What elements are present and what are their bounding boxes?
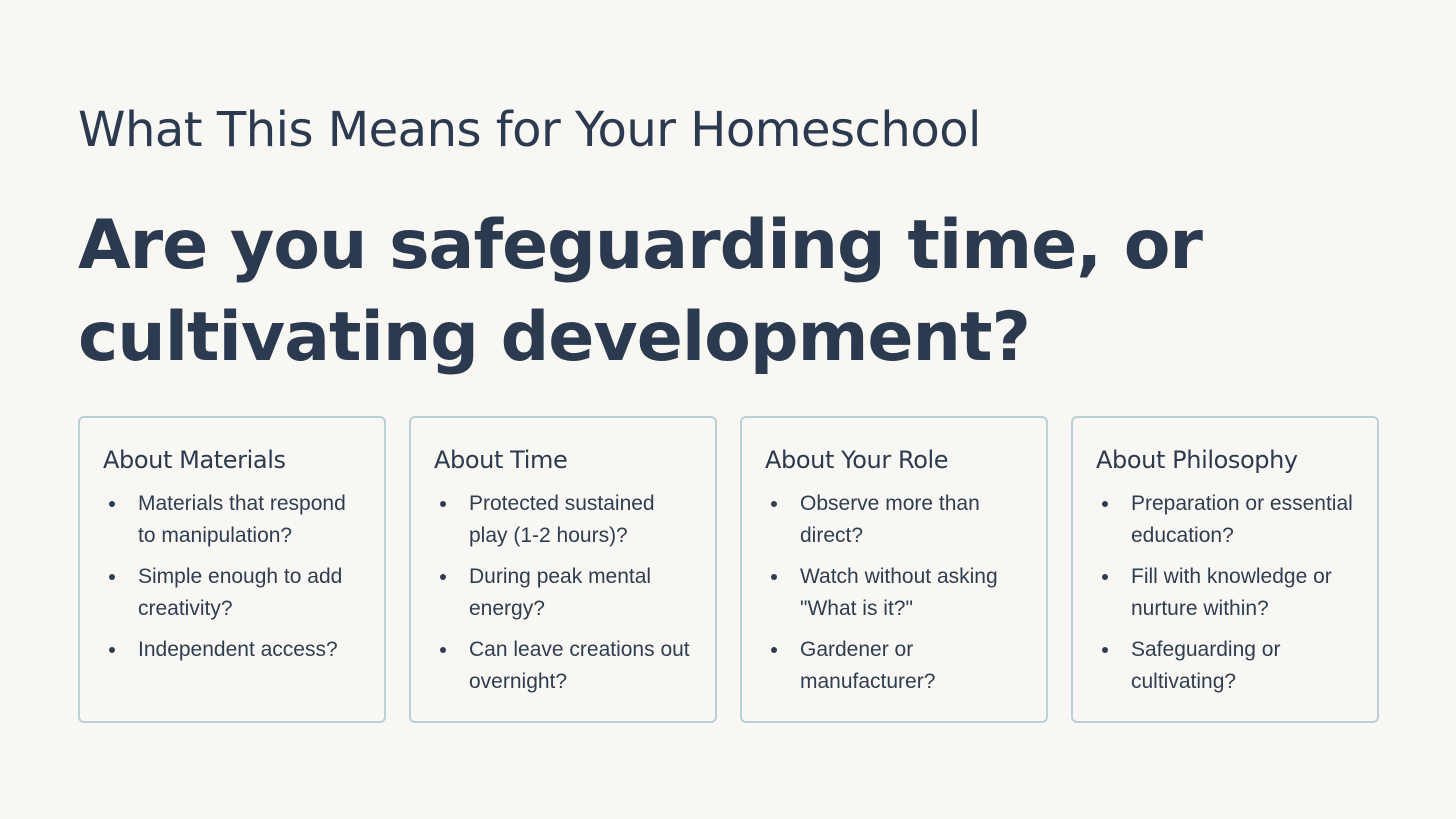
list-item — [434, 488, 693, 552]
question-list — [434, 488, 693, 698]
bullet-dot-icon — [1102, 647, 1108, 653]
card-role — [740, 416, 1048, 723]
list-item-text: Safeguarding or cultivating? — [1131, 638, 1281, 693]
list-item — [765, 488, 1024, 552]
list-item-text: Protected sustained play (1-2 hours)? — [469, 492, 655, 547]
bullet-dot-icon — [440, 501, 446, 507]
question-cards — [78, 416, 1379, 723]
question-list — [765, 488, 1024, 698]
card-title: About Your Role — [765, 446, 949, 474]
list-item — [1096, 561, 1355, 625]
card-philosophy — [1071, 416, 1379, 723]
bullet-dot-icon — [440, 647, 446, 653]
question-list — [1096, 488, 1355, 698]
list-item-text: Watch without asking "What is it?" — [800, 565, 998, 620]
bullet-dot-icon — [1102, 574, 1108, 580]
bullet-dot-icon — [109, 501, 115, 507]
card-materials — [78, 416, 386, 723]
list-item-text: Simple enough to add creativity? — [138, 565, 343, 620]
card-title: About Materials — [103, 446, 286, 474]
list-item-text: Fill with knowledge or nurture within? — [1131, 565, 1332, 620]
list-item — [1096, 488, 1355, 552]
list-item-text: Can leave creations out overnight? — [469, 638, 690, 693]
card-title: About Philosophy — [1096, 446, 1298, 474]
card-title: About Time — [434, 446, 568, 474]
list-item — [765, 561, 1024, 625]
list-item — [765, 634, 1024, 698]
list-item — [103, 561, 362, 625]
slide — [78, 0, 1380, 819]
bullet-dot-icon — [109, 647, 115, 653]
bullet-dot-icon — [1102, 501, 1108, 507]
list-item-text: Observe more than direct? — [800, 492, 980, 547]
card-time — [409, 416, 717, 723]
bullet-dot-icon — [440, 574, 446, 580]
list-item-text: Gardener or manufacturer? — [800, 638, 936, 693]
bullet-dot-icon — [771, 647, 777, 653]
question-list — [103, 488, 362, 666]
list-item-text: During peak mental energy? — [469, 565, 652, 620]
slide-subtitle: What This Means for Your Homeschool — [78, 102, 981, 158]
bullet-dot-icon — [771, 574, 777, 580]
list-item-text: Independent access? — [138, 638, 338, 661]
list-item — [434, 561, 693, 625]
list-item — [103, 488, 362, 552]
bullet-dot-icon — [109, 574, 115, 580]
list-item-text: Materials that respond to manipulation? — [138, 492, 346, 547]
list-item-text: Preparation or essential education? — [1131, 492, 1353, 547]
list-item — [1096, 634, 1355, 698]
slide-headline: Are you safeguarding time, or cultivating development? — [78, 206, 1202, 377]
bullet-dot-icon — [771, 501, 777, 507]
list-item — [103, 634, 362, 666]
list-item — [434, 634, 693, 698]
